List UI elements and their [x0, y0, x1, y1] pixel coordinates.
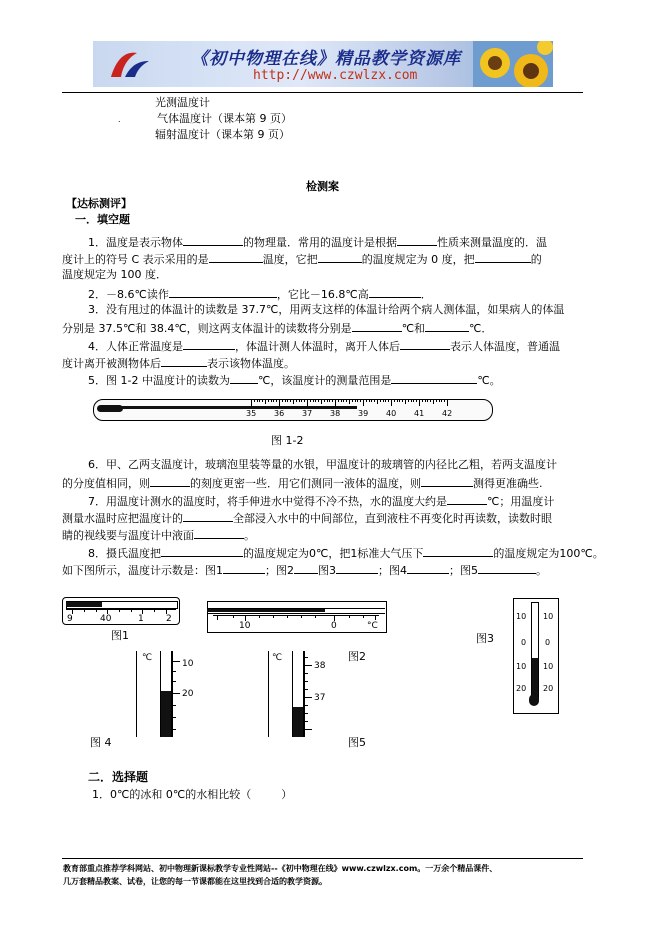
scale-tick: [318, 400, 319, 402]
scale-tick: [338, 400, 339, 402]
fig3-left-label-1: 10: [516, 612, 527, 621]
question-4-line-2: 度计离开被测物体后 表示该物体温度。: [62, 357, 295, 370]
scale-tick: [313, 400, 314, 402]
scale-label-39: 39: [358, 409, 369, 418]
scale-tick: [332, 400, 333, 402]
figure-4-caption: 图 4: [90, 736, 112, 749]
footer-rule: [62, 858, 583, 859]
sunflower-image: [473, 41, 553, 87]
scale-tick: [341, 400, 342, 402]
intro-line-2: 气体温度计（课本第 9 页）: [157, 112, 292, 125]
liquid-column: [532, 658, 538, 698]
scale-tick: [436, 400, 437, 402]
scale-tick: [265, 400, 266, 404]
scale-border: [268, 651, 269, 737]
liquid-column: [66, 602, 102, 607]
fig4-label-2: 20: [182, 689, 194, 699]
scale-tick: [416, 400, 417, 402]
scale-tick: [315, 400, 316, 402]
scale-tick: [251, 400, 252, 406]
choice-question-1: 1．0℃的冰和 0℃的水相比较（ ）: [92, 788, 293, 801]
question-2: 2．－8.6℃读作 ，它比－16.8℃高 ．: [88, 288, 432, 301]
scale-line: [213, 615, 379, 616]
question-3-line-1: 3．没有甩过的体温计的读数是 37.7℃，用两支这样的体温计给两个病人测体温，如果病人的体温: [88, 303, 565, 316]
scale-tick: [307, 400, 308, 406]
scale-tick: [296, 400, 297, 402]
intro-line-3: 辐射温度计（课本第 9 页）: [155, 128, 290, 141]
scale-label-40: 40: [386, 409, 397, 418]
scale-label-37: 37: [302, 409, 313, 418]
bulb: [529, 694, 539, 706]
fig1-label-3: 1: [138, 614, 144, 624]
scale-tick: [276, 400, 277, 402]
scale-tick: [397, 400, 398, 402]
scale-tick: [380, 400, 381, 402]
fig3-left-label-2: 0: [521, 638, 527, 647]
scale-tick: [301, 400, 302, 402]
scale-tick: [433, 400, 434, 404]
scale-tick: [355, 400, 356, 402]
scale-label-38: 38: [330, 409, 341, 418]
scale-tick: [385, 400, 386, 402]
fig3-right-label-3: 10: [543, 662, 554, 671]
scale-label-36: 36: [274, 409, 285, 418]
liquid-column: [161, 691, 171, 737]
scale-border: [136, 651, 137, 737]
figure-2-caption: 图2: [348, 650, 366, 663]
figure-1-thermometer: [62, 597, 180, 625]
scale-line: [304, 651, 305, 737]
fig3-right-label-1: 10: [543, 612, 554, 621]
scale-tick: [411, 400, 412, 402]
question-7-line-3: 睛的视线要与温度计中液面 。: [62, 529, 255, 542]
scale-tick: [324, 400, 325, 402]
scale-tick: [329, 400, 330, 402]
question-3-line-2: 分别是 37.5℃和 38.4℃，则这两支体温计的读数将分别是 ℃和 ℃．: [62, 322, 493, 335]
scale-tick: [285, 400, 286, 402]
scale-tick: [371, 400, 372, 402]
scale-tick: [279, 400, 280, 406]
scale-tick: [282, 400, 283, 402]
fig1-label-2: 40: [100, 614, 112, 624]
fig2-label-3: °C: [367, 621, 378, 631]
scale-tick: [388, 400, 389, 402]
scale-tick: [273, 400, 274, 402]
scale-tick: [405, 400, 406, 404]
fig5-unit: ℃: [272, 653, 283, 663]
banner-title: 《初中物理在线》精品教学资源库: [191, 49, 461, 69]
scale-tick: [343, 400, 344, 402]
fig4-label-1: 10: [182, 659, 194, 669]
scale-tick: [304, 400, 305, 402]
figure-3-caption: 图3: [476, 632, 494, 645]
fig3-right-label-4: 20: [543, 684, 554, 693]
figure-1-2-caption: 图 1-2: [271, 434, 304, 447]
scale-tick: [360, 400, 361, 402]
scale: [243, 400, 471, 418]
scale-tick: [374, 400, 375, 402]
scale-tick: [293, 400, 294, 404]
scale-label-35: 35: [246, 409, 257, 418]
scale-tick: [419, 400, 420, 406]
scale-tick: [327, 400, 328, 402]
scale-tick: [335, 400, 336, 406]
scale-tick: [447, 400, 448, 406]
footer-line-1: 教育部重点推荐学科网站、初中物理新课标教学专业性网站--《初中物理在线》www.czwlzx.com。一万余个精品课件、: [63, 864, 498, 873]
question-6-line-2: 的分度值相同，则 的刻度更密一些．用它们测同一液体的温度，则 测得更准确些.: [62, 477, 543, 490]
tube-outline: [207, 601, 387, 633]
scale-tick: [408, 400, 409, 402]
header-banner: [93, 41, 553, 87]
question-7-line-1: 7．用温度计测水的温度时，将手伸进水中觉得不冷不热，水的温度大约是 ℃；用温度计: [88, 495, 555, 508]
figure-5-caption: 图5: [348, 736, 366, 749]
scale-tick: [290, 400, 291, 402]
question-1-line-3: 温度规定为 100 度．: [62, 268, 167, 281]
scale-tick: [413, 400, 414, 402]
scale-tick: [321, 400, 322, 404]
scale-line: [172, 651, 173, 737]
intro-line-1: 光测温度计: [155, 96, 210, 109]
liquid-column: [207, 609, 325, 612]
figure-2-thermometer: [207, 601, 387, 633]
question-1-line-2: 度计上的符号 C 表示采用的是 温度，它把 的温度规定为 0 度，把 的: [62, 253, 542, 266]
scale-tick: [377, 400, 378, 404]
fig1-label-1: 9: [67, 614, 73, 624]
scale-tick: [425, 400, 426, 402]
fig2-label-2: 0: [331, 621, 337, 631]
banner-url: http://www.czwlzx.com: [253, 68, 418, 83]
intro-bullet: .: [118, 115, 121, 124]
question-1-line-1: 1．温度是表示物体 的物理量．常用的温度计是根据 性质来测量温度的．温: [88, 236, 547, 249]
fig4-unit: ℃: [142, 653, 153, 663]
scale-tick: [262, 400, 263, 402]
question-8-line-1: 8．摄氏温度把 的温度规定为0℃，把1标准大气压下 的温度规定为100℃。: [88, 547, 604, 560]
scale-label-42: 42: [442, 409, 453, 418]
scale-tick: [394, 400, 395, 402]
scale-tick: [369, 400, 370, 402]
scale-tick: [430, 400, 431, 402]
part1-heading: 一．填空题: [75, 213, 130, 226]
scale-tick: [444, 400, 445, 402]
scale-tick: [352, 400, 353, 402]
liquid-column: [293, 707, 303, 737]
logo-icon: [107, 47, 153, 81]
scale-tick: [299, 400, 300, 402]
scale-tick: [287, 400, 288, 402]
part2-heading: 二．选择题: [88, 770, 149, 784]
figure-1-caption: 图1: [111, 629, 129, 642]
header-rule: [62, 92, 583, 93]
question-8-line-2: 如下图所示，温度计示数是：图1 ；图2 图3 ；图4 ；图5 。: [62, 564, 547, 577]
scale-tick: [366, 400, 367, 402]
scale-tick: [383, 400, 384, 402]
section-title: 检测案: [306, 180, 339, 193]
figure-3-thermometer: [513, 598, 559, 714]
fig3-right-label-2: 0: [545, 638, 551, 647]
scale-tick: [363, 400, 364, 406]
question-5: 5．图 1-2 中温度计的读数为 ℃，该温度计的测量范围是 ℃。: [88, 374, 501, 387]
scale-tick: [427, 400, 428, 402]
scale-tick: [439, 400, 440, 402]
scale-tick: [391, 400, 392, 406]
group-label: 【达标测评】: [66, 197, 132, 210]
figure-1-2-thermometer: [93, 396, 493, 422]
question-4-line-1: 4．人体正常温度是 ，体温计测人体温时，离开人体后 表示人体温度，普通温: [88, 340, 560, 353]
figure-4-thermometer: [136, 651, 196, 737]
thermometer-bulb: [97, 405, 123, 412]
scale-tick: [441, 400, 442, 402]
scale-tick: [271, 400, 272, 402]
scale-tick: [259, 400, 260, 402]
fig5-label-1: 38: [314, 661, 326, 671]
scale-tick: [422, 400, 423, 402]
question-6-line-1: 6．甲、乙两支温度计，玻璃泡里装等量的水银，甲温度计的玻璃管的内径比乙粗，若两支温度计: [88, 458, 557, 471]
scale-tick: [399, 400, 400, 402]
fig5-label-2: 37: [314, 693, 326, 703]
scale-tick: [402, 400, 403, 402]
scale-tick: [254, 400, 255, 402]
fig3-left-label-4: 20: [516, 684, 527, 693]
scale-tick: [268, 400, 269, 402]
question-7-line-2: 测量水温时应把温度计的 全部浸入水中的中间部位，直到液柱不再变化时再读数，读数时眼: [62, 512, 552, 525]
fig1-label-4: 2: [166, 614, 172, 624]
scale-tick: [257, 400, 258, 402]
scale-tick: [310, 400, 311, 402]
fig3-left-label-3: 10: [516, 662, 527, 671]
scale-label-41: 41: [414, 409, 425, 418]
scale-line: [66, 609, 176, 610]
scale-tick: [349, 400, 350, 404]
fig2-label-1: 10: [239, 621, 251, 631]
figure-5-thermometer: [268, 651, 328, 737]
scale-tick: [346, 400, 347, 402]
footer-line-2: 几万套精品教案、试卷，让您的每一节课都能在这里找到合适的教学资源。: [63, 877, 327, 886]
scale-tick: [357, 400, 358, 402]
